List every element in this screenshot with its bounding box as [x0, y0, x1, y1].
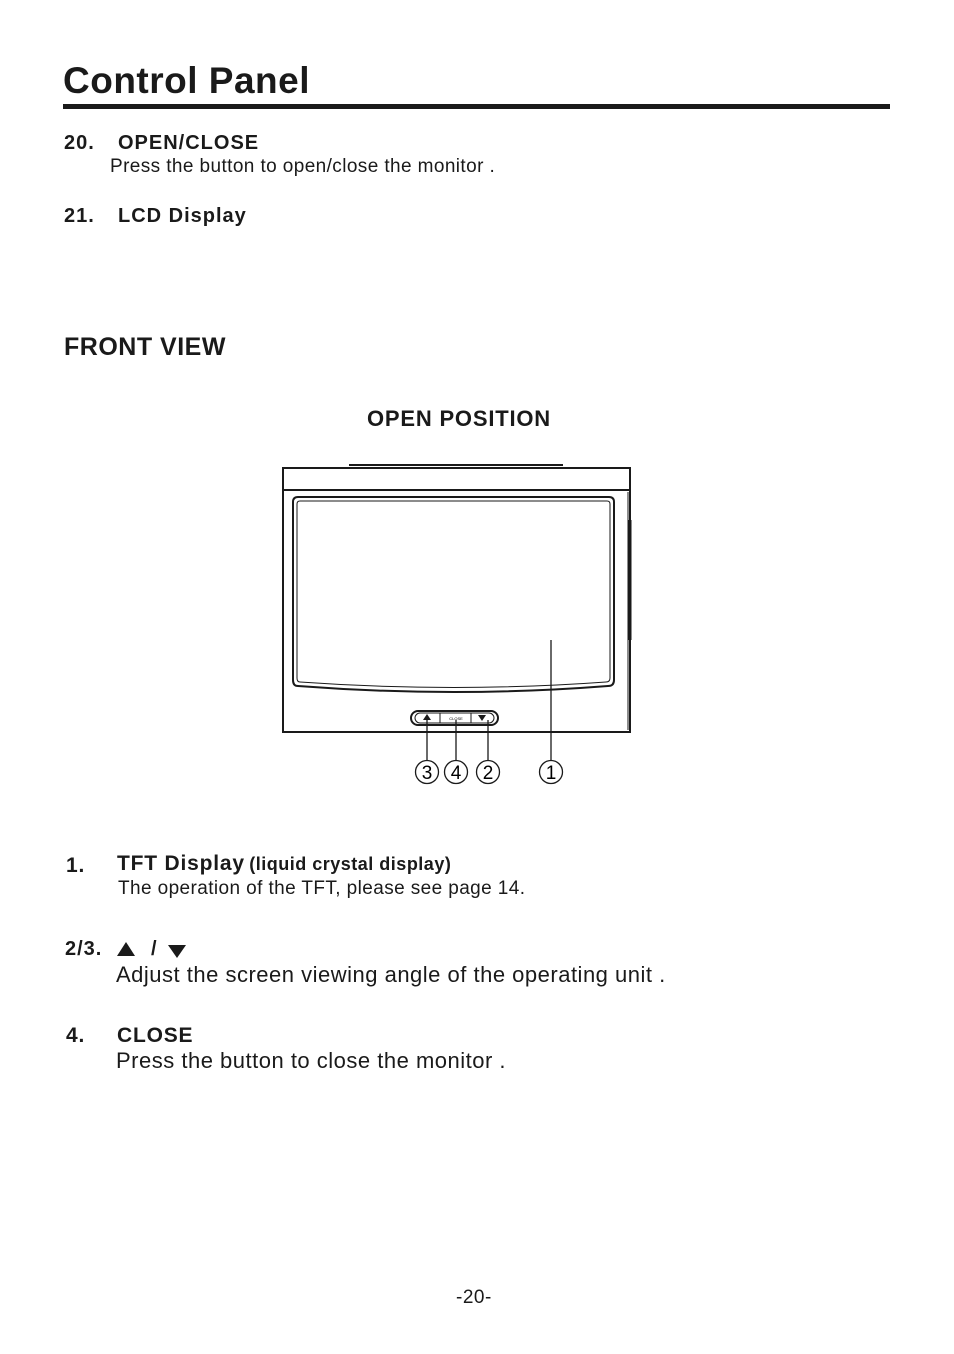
item-2-3-description: Adjust the screen viewing angle of the operating unit .	[116, 962, 666, 987]
page-number: -20-	[456, 1287, 492, 1308]
item-4-number: 4.	[66, 1024, 86, 1047]
item-1-number: 1.	[66, 854, 86, 877]
item-20-description: Press the button to open/close the monitor .	[110, 156, 496, 177]
item-20-label: OPEN/CLOSE	[118, 132, 260, 154]
item-1-label-suffix: (liquid crystal display)	[249, 854, 452, 874]
close-button-label: CLOSE	[449, 716, 463, 721]
item-1-label: TFT Display	[117, 852, 245, 875]
item-1-description: The operation of the TFT, please see page 14.	[118, 878, 526, 899]
triangle-up-icon	[117, 942, 135, 956]
item-2-3-number: 2/3.	[65, 938, 103, 960]
item-21-number: 21.	[64, 205, 95, 227]
item-4-description: Press the button to close the monitor .	[116, 1048, 507, 1073]
callout-4: 4	[450, 763, 462, 784]
item-2-3-separator: /	[151, 938, 158, 960]
item-4-label: CLOSE	[117, 1024, 194, 1047]
page-title: Control Panel	[63, 60, 311, 101]
item-20-number: 20.	[64, 132, 95, 154]
triangle-down-icon	[168, 945, 186, 958]
figure-caption: OPEN POSITION	[367, 406, 551, 431]
callout-3: 3	[421, 763, 433, 784]
callout-1: 1	[545, 763, 557, 784]
item-21-label: LCD Display	[118, 205, 247, 227]
section-heading-front-view: FRONT VIEW	[64, 333, 226, 361]
callout-2: 2	[482, 763, 494, 784]
